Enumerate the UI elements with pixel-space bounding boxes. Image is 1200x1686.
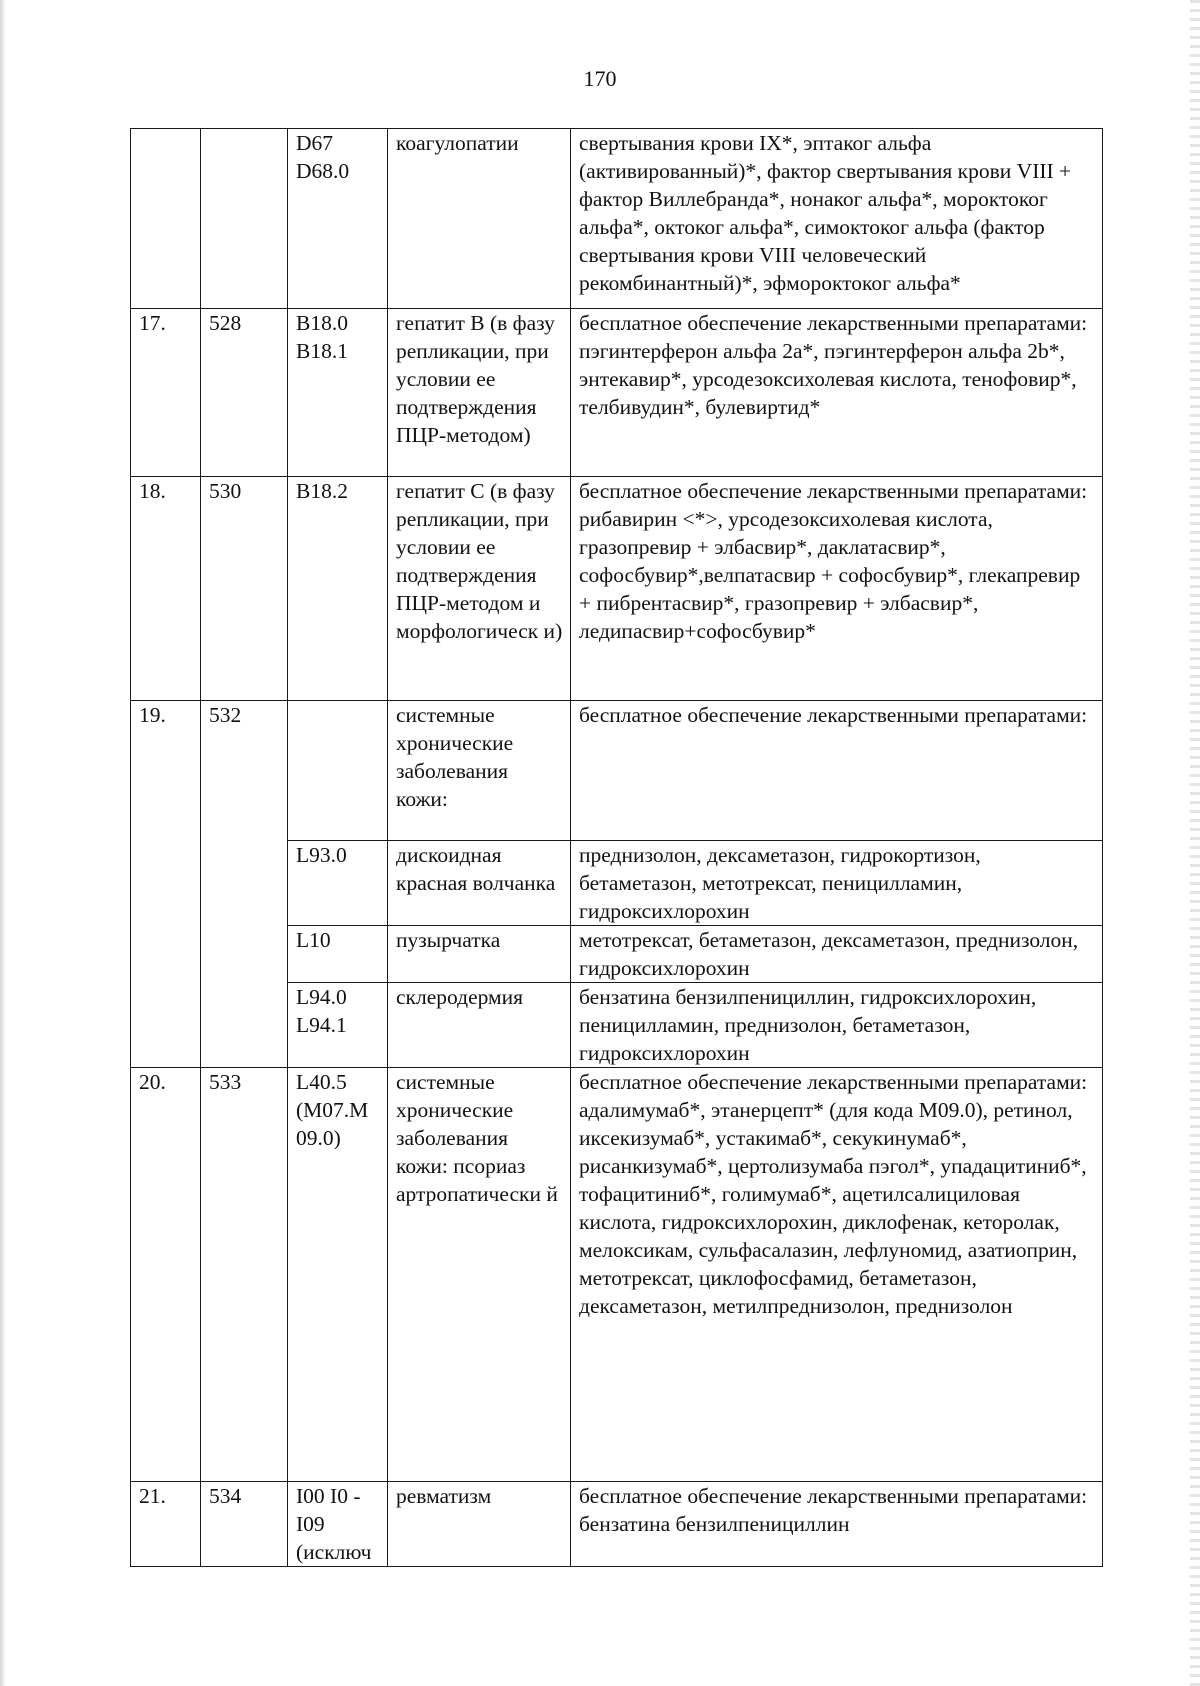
table-row xyxy=(131,129,1103,309)
row-id: 532 xyxy=(201,701,288,1068)
row-id xyxy=(201,129,288,309)
treatment-text: бензатина бензилпенициллин, гидроксихлорохин, пеницилламин, преднизолон, бетаметазон, гидроксихлорохин xyxy=(571,983,1103,1068)
disease-name: пузырчатка xyxy=(388,926,571,983)
disease-name: системные хронические заболевания кожи: псориаз артропатически й xyxy=(388,1068,571,1482)
disease-name: коагулопатии xyxy=(388,129,571,309)
drug-provision-table xyxy=(130,128,1103,1567)
disease-name: гепатит С (в фазу репликации, при условии ее подтверждения ПЦР-методом и морфологическ и) xyxy=(388,477,571,701)
treatment-text: бесплатное обеспечение лекарственными препаратами: xyxy=(571,701,1103,841)
icd-codes: L10 xyxy=(288,926,388,983)
table-row xyxy=(131,477,1103,701)
icd-codes: L93.0 xyxy=(288,841,388,926)
icd-codes: B18.0 B18.1 xyxy=(288,309,388,477)
row-number: 19. xyxy=(131,701,201,1068)
icd-codes: L94.0 L94.1 xyxy=(288,983,388,1068)
row-id: 530 xyxy=(201,477,288,701)
treatment-text: преднизолон, дексаметазон, гидрокортизон, бетаметазон, метотрексат, пеницилламин, гидроксихлорохин xyxy=(571,841,1103,926)
icd-codes: L40.5 (M07.M 09.0) xyxy=(288,1068,388,1482)
treatment-text: метотрексат, бетаметазон, дексаметазон, преднизолон, гидроксихлорохин xyxy=(571,926,1103,983)
row-id: 533 xyxy=(201,1068,288,1482)
treatment-text: бесплатное обеспечение лекарственными препаратами: рибавирин <*>, урсодезоксихолевая кислота, гразопревир + элбасвир*, даклатасвир*, софосбувир*,велпатасвир + софосбувир*, глекапревир + пибрентасвир*, гразопревир + элбасвир*, ледипасвир+софосбувир* xyxy=(571,477,1103,701)
table-row xyxy=(131,309,1103,477)
row-number xyxy=(131,129,201,309)
icd-codes: I00 I0 - I09 (исключ xyxy=(288,1482,388,1567)
page-number: 170 xyxy=(583,66,617,91)
treatment-text: бесплатное обеспечение лекарственными препаратами: пэгинтерферон альфа 2а*, пэгинтерферон альфа 2b*, энтекавир*, урсодезоксихолевая кислота, тенофовир*, телбивудин*, булевиртид* xyxy=(571,309,1103,477)
icd-codes: B18.2 xyxy=(288,477,388,701)
treatment-text: бесплатное обеспечение лекарственными препаратами: адалимумаб*, этанерцепт* (для кода М09.0), ретинол, иксекизумаб*, устакимаб*, секукинумаб*, рисанкизумаб*, цертолизумаба пэгол*, упадацитиниб*, тофацитиниб*, голимумаб*, ацетилсалициловая кислота, гидроксихлорохин, диклофенак, кеторолак, мелоксикам, сульфасалазин, лефлуномид, азатиоприн, метотрексат, циклофосфамид, бетаметазон, дексаметазон, метилпреднизолон, преднизолон xyxy=(571,1068,1103,1482)
disease-name: системные хронические заболевания кожи: xyxy=(388,701,571,841)
table-row xyxy=(131,701,1103,841)
row-number: 17. xyxy=(131,309,201,477)
row-number: 21. xyxy=(131,1482,201,1567)
row-id: 534 xyxy=(201,1482,288,1567)
table-row xyxy=(131,1482,1103,1567)
row-id: 528 xyxy=(201,309,288,477)
icd-codes: D67 D68.0 xyxy=(288,129,388,309)
scan-right-edge xyxy=(1190,0,1200,1686)
treatment-text: свертывания крови IX*, эптаког альфа (активированный)*, фактор свертывания крови VIII + фактор Виллебранда*, нонаког альфа*, мороктоког альфа*, октоког альфа*, симоктоког альфа (фактор свертывания крови VIII человеческий рекомбинантный)*, эфмороктоког альфа* xyxy=(571,129,1103,309)
row-number: 20. xyxy=(131,1068,201,1482)
disease-name: ревматизм xyxy=(388,1482,571,1567)
disease-name: склеродермия xyxy=(388,983,571,1068)
scan-left-edge xyxy=(0,0,6,1686)
treatment-text: бесплатное обеспечение лекарственными препаратами: бензатина бензилпенициллин xyxy=(571,1482,1103,1567)
disease-name: гепатит В (в фазу репликации, при условии ее подтверждения ПЦР-методом) xyxy=(388,309,571,477)
table-row xyxy=(131,1068,1103,1482)
disease-name: дискоидная красная волчанка xyxy=(388,841,571,926)
row-number: 18. xyxy=(131,477,201,701)
icd-codes xyxy=(288,701,388,841)
